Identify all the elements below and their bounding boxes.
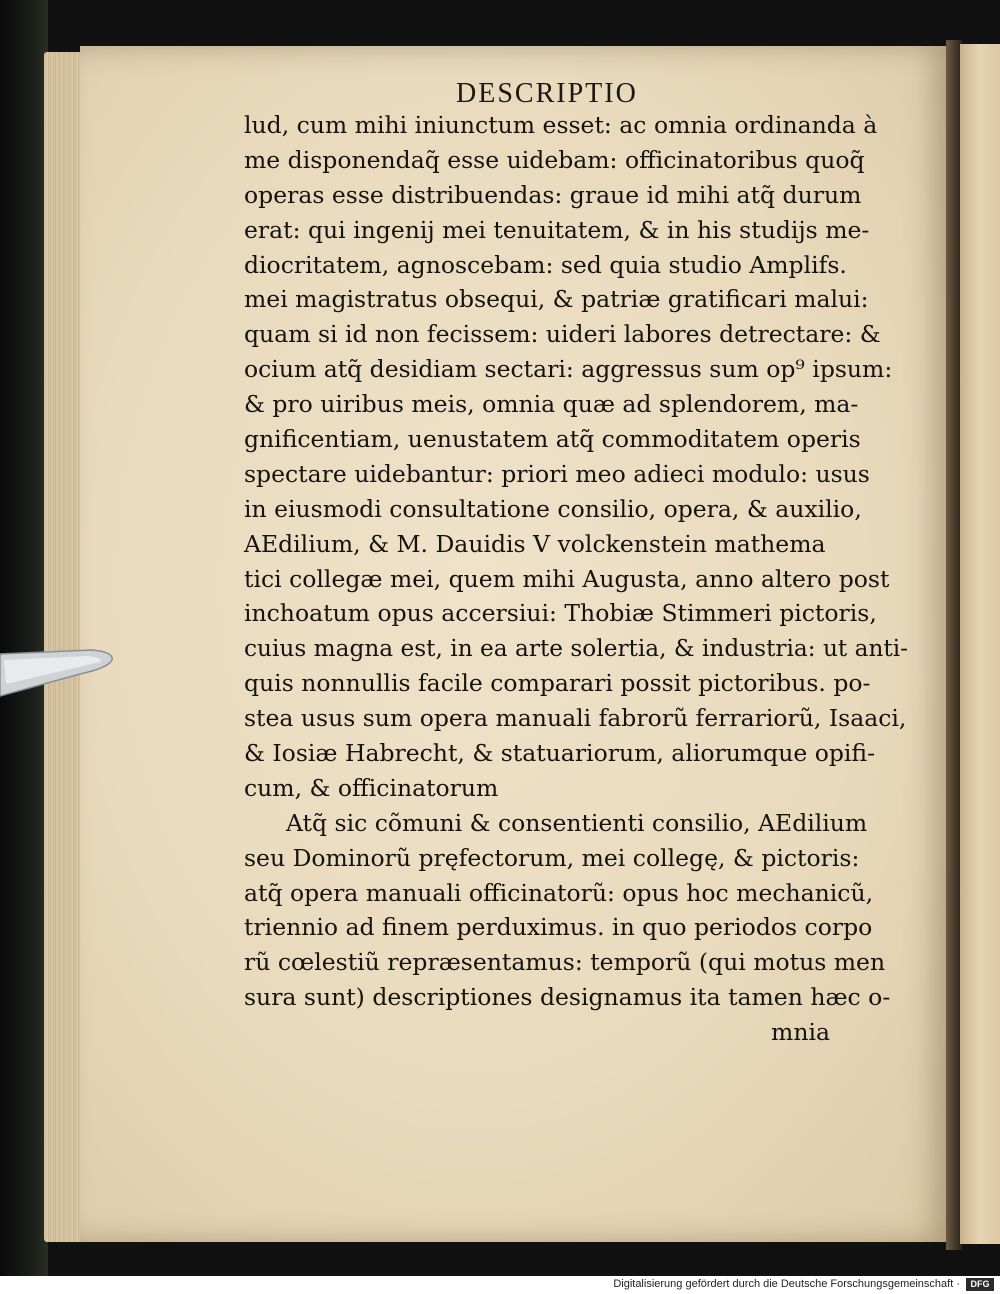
body-text	[244, 108, 909, 1050]
running-head: DESCRIPTIO	[456, 78, 638, 109]
text-line: & Iosiæ Habrecht, & statuariorum, aliorumque opifi-	[244, 739, 876, 768]
text-line: in eiusmodi consultatione consilio, opera, & auxilio,	[244, 494, 862, 523]
text-line: me disponendaq̃ esse uidebam: officinatoribus quoq̃	[244, 145, 865, 174]
text-line: triennio ad finem perduximus. in quo periodos corpo	[244, 913, 873, 942]
text-line: ocium atq̃ desidiam sectari: aggressus sum op⁹ ipsum:	[244, 355, 893, 384]
dfg-logo: DFG	[966, 1278, 994, 1291]
text-line: mei magistratus obsequi, & patriæ gratificari malui:	[244, 285, 869, 314]
text-line: spectare uidebantur: priori meo adieci modulo: usus	[244, 459, 870, 488]
text-line: quam si id non fecissem: uideri labores detrectare: &	[244, 320, 881, 349]
text-line: cum, & officinatorum	[244, 773, 499, 802]
text-line: gnificentiam, uenustatem atq̃ commoditatem operis	[244, 425, 861, 454]
binding-board	[0, 0, 48, 1276]
text-line: sura sunt) descriptiones designamus ita tamen hæc o-	[244, 983, 891, 1012]
text-line: quis nonnullis facile comparari possit pictoribus. po-	[244, 669, 871, 698]
text-line: atq̃ opera manuali officinatorũ: opus hoc mechanicũ,	[244, 878, 874, 907]
text-line: lud, cum mihi iniunctum esset: ac omnia ordinanda à	[244, 111, 878, 139]
facing-page-edge	[960, 44, 1000, 1244]
text-line: stea usus sum opera manuali fabrorũ ferrariorũ, Isaaci,	[244, 704, 907, 733]
text-line: rũ cœlestiũ repræsentamus: temporũ (qui motus men	[244, 948, 886, 977]
footer-bar	[0, 1276, 1000, 1294]
text-line: seu Dominorũ pręfectorum, mei collegę, & pictoris:	[244, 843, 860, 872]
catchword: mnia	[771, 1018, 830, 1047]
text-line: operas esse distribuendas: graue id mihi atq̃ durum	[244, 180, 862, 209]
text-line: Atq̃ sic cõmuni & consentienti consilio, AEdilium	[286, 808, 868, 837]
page-holder-pointer-icon	[0, 640, 120, 700]
text-line: cuius magna est, in ea arte solertia, & industria: ut anti-	[244, 634, 909, 663]
text-line: AEdilium, & M. Dauidis V volckenstein mathema	[244, 529, 826, 558]
text-line: diocritatem, agnoscebam: sed quia studio Amplifs.	[244, 250, 847, 279]
text-line: & pro uiribus meis, omnia quæ ad splendorem, ma-	[244, 390, 859, 419]
text-line: erat: qui ingenij mei tenuitatem, & in his studijs me-	[244, 215, 870, 244]
footer-credit: Digitalisierung gefördert durch die Deutsche Forschungsgemeinschaft ·	[613, 1278, 960, 1290]
text-line: inchoatum opus accersiui: Thobiæ Stimmeri pictoris,	[244, 599, 877, 628]
text-line: tici collegæ mei, quem mihi Augusta, anno altero post	[244, 564, 890, 593]
